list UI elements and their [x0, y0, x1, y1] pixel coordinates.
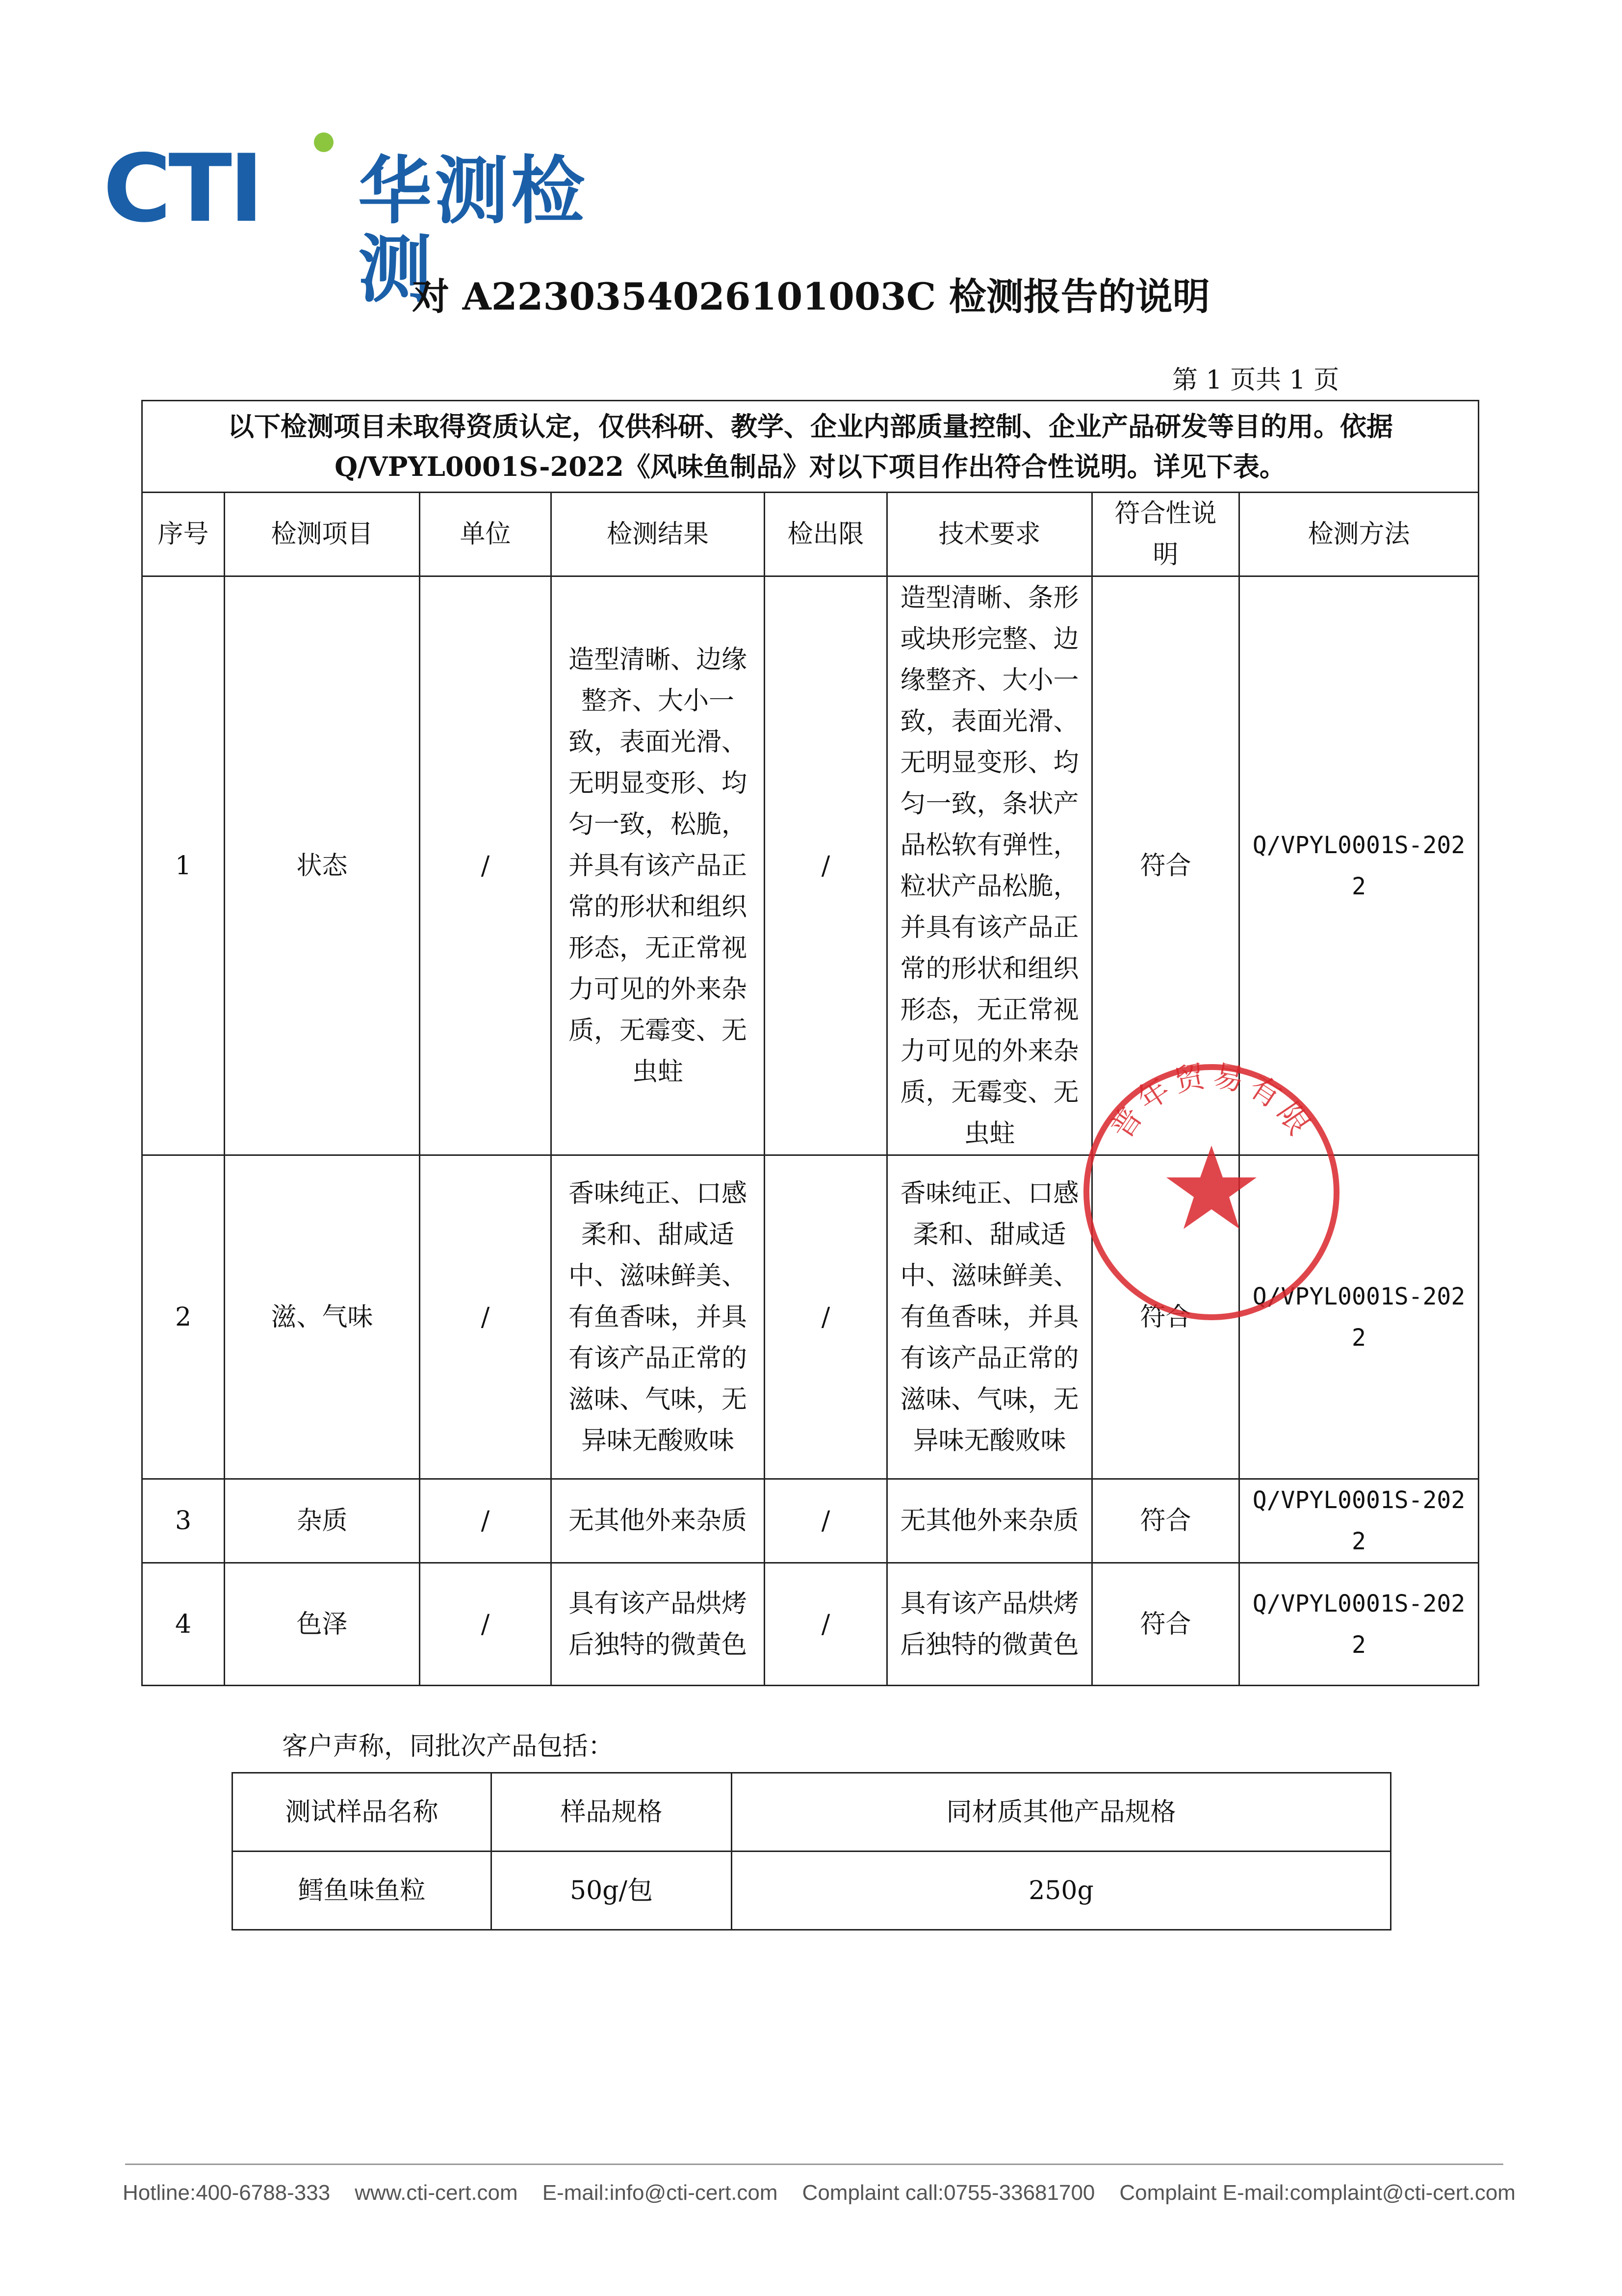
sample-spec: 50g/包 [491, 1852, 732, 1930]
row-conformity: 符合 [1092, 576, 1239, 1155]
row-limit: / [765, 1155, 887, 1479]
footer-email[interactable]: E-mail:info@cti-cert.com [542, 2181, 778, 2205]
sample-other: 250g [732, 1852, 1391, 1930]
header-result: 检测结果 [551, 493, 765, 576]
seal-text: 普年贸易有限 [1103, 1060, 1320, 1146]
table-header-row [142, 493, 1479, 576]
sample-header-other: 同材质其他产品规格 [732, 1773, 1391, 1852]
header-item: 检测项目 [225, 493, 420, 576]
row-unit: / [420, 1155, 551, 1479]
header-unit: 单位 [420, 493, 551, 576]
row-requirement: 无其他外来杂质 [887, 1479, 1092, 1563]
table-row [142, 1563, 1479, 1686]
sample-header-spec: 样品规格 [491, 1773, 732, 1852]
row-limit: / [765, 576, 887, 1155]
row-method: Q/VPYL0001S-2022 [1239, 1155, 1479, 1479]
footer-hotline: Hotline:400-6788-333 [123, 2181, 331, 2205]
row-unit: / [420, 576, 551, 1155]
logo-name: 华测检测 [358, 149, 588, 313]
row-limit: / [765, 1563, 887, 1686]
document-title: 对 A2230354026101003C 检测报告的说明 [412, 275, 1210, 318]
row-requirement: 具有该产品烘烤后独特的微黄色 [887, 1563, 1092, 1686]
row-no: 2 [142, 1155, 225, 1479]
row-no: 3 [142, 1479, 225, 1563]
customer-statement: 客户声称，同批次产品包括： [282, 1732, 614, 1761]
table-row [142, 576, 1479, 1155]
sample-table [232, 1772, 1391, 1931]
sample-row [232, 1852, 1391, 1930]
footer [123, 2181, 1516, 2205]
row-item: 色泽 [225, 1563, 420, 1686]
row-limit: / [765, 1479, 887, 1563]
row-conformity: 符合 [1092, 1563, 1239, 1686]
row-requirement: 造型清晰、条形或块形完整、边缘整齐、大小一致，表面光滑、无明显变形、均匀一致，条状产品松软有弹性，粒状产品松脆，并具有该产品正常的形状和组织形态，无正常视力可见的外来杂质，无霉变、无虫蛀 [887, 576, 1092, 1155]
row-no: 4 [142, 1563, 225, 1686]
row-result: 具有该产品烘烤后独特的微黄色 [551, 1563, 765, 1686]
sample-name: 鳕鱼味鱼粒 [232, 1852, 491, 1930]
footer-website[interactable]: www.cti-cert.com [355, 2181, 518, 2205]
table-row [142, 1479, 1479, 1563]
logo-brand: CTI [103, 134, 261, 243]
header-limit: 检出限 [765, 493, 887, 576]
row-method: Q/VPYL0001S-2022 [1239, 1563, 1479, 1686]
page-number: 第 1 页共 1 页 [1172, 365, 1339, 395]
row-result: 造型清晰、边缘整齐、大小一致，表面光滑、无明显变形、均匀一致，松脆，并具有该产品正常的形状和组织形态，无正常视力可见的外来杂质，无霉变、无虫蛀 [551, 576, 765, 1155]
footer-divider [125, 2164, 1503, 2165]
row-no: 1 [142, 576, 225, 1155]
row-result: 无其他外来杂质 [551, 1479, 765, 1563]
header-method: 检测方法 [1239, 493, 1479, 576]
note-line-1: 以下检测项目未取得资质认定，仅供科研、教学、企业内部质量控制、企业产品研发等目的用。依据 [228, 411, 1393, 442]
row-item: 滋、气味 [225, 1155, 420, 1479]
logo-dot [314, 132, 334, 152]
sample-header-row [232, 1773, 1391, 1852]
row-requirement: 香味纯正、口感柔和、甜咸适中、滋味鲜美、有鱼香味，并具有该产品正常的滋味、气味，无异味无酸败味 [887, 1155, 1092, 1479]
qualification-note [142, 401, 1479, 493]
footer-complaint-call: Complaint call:0755-33681700 [802, 2181, 1095, 2205]
row-method: Q/VPYL0001S-2022 [1239, 1479, 1479, 1563]
footer-complaint-email[interactable]: Complaint E-mail:complaint@cti-cert.com [1119, 2181, 1516, 2205]
note-line-2: Q/VPYL0001S-2022《风味鱼制品》对以下项目作出符合性说明。详见下表。 [335, 451, 1286, 482]
row-unit: / [420, 1563, 551, 1686]
table-row [142, 1155, 1479, 1479]
sample-header-name: 测试样品名称 [232, 1773, 491, 1852]
header-conformity: 符合性说明 [1092, 493, 1239, 576]
inspection-table [141, 400, 1479, 1686]
row-conformity: 符合 [1092, 1479, 1239, 1563]
row-item: 状态 [225, 576, 420, 1155]
row-conformity: 符合 [1092, 1155, 1239, 1479]
header-no: 序号 [142, 493, 225, 576]
header-requirement: 技术要求 [887, 493, 1092, 576]
row-result: 香味纯正、口感柔和、甜咸适中、滋味鲜美、有鱼香味，并具有该产品正常的滋味、气味，无异味无酸败味 [551, 1155, 765, 1479]
row-method: Q/VPYL0001S-2022 [1239, 576, 1479, 1155]
row-item: 杂质 [225, 1479, 420, 1563]
company-logo [103, 132, 618, 313]
row-unit: / [420, 1479, 551, 1563]
